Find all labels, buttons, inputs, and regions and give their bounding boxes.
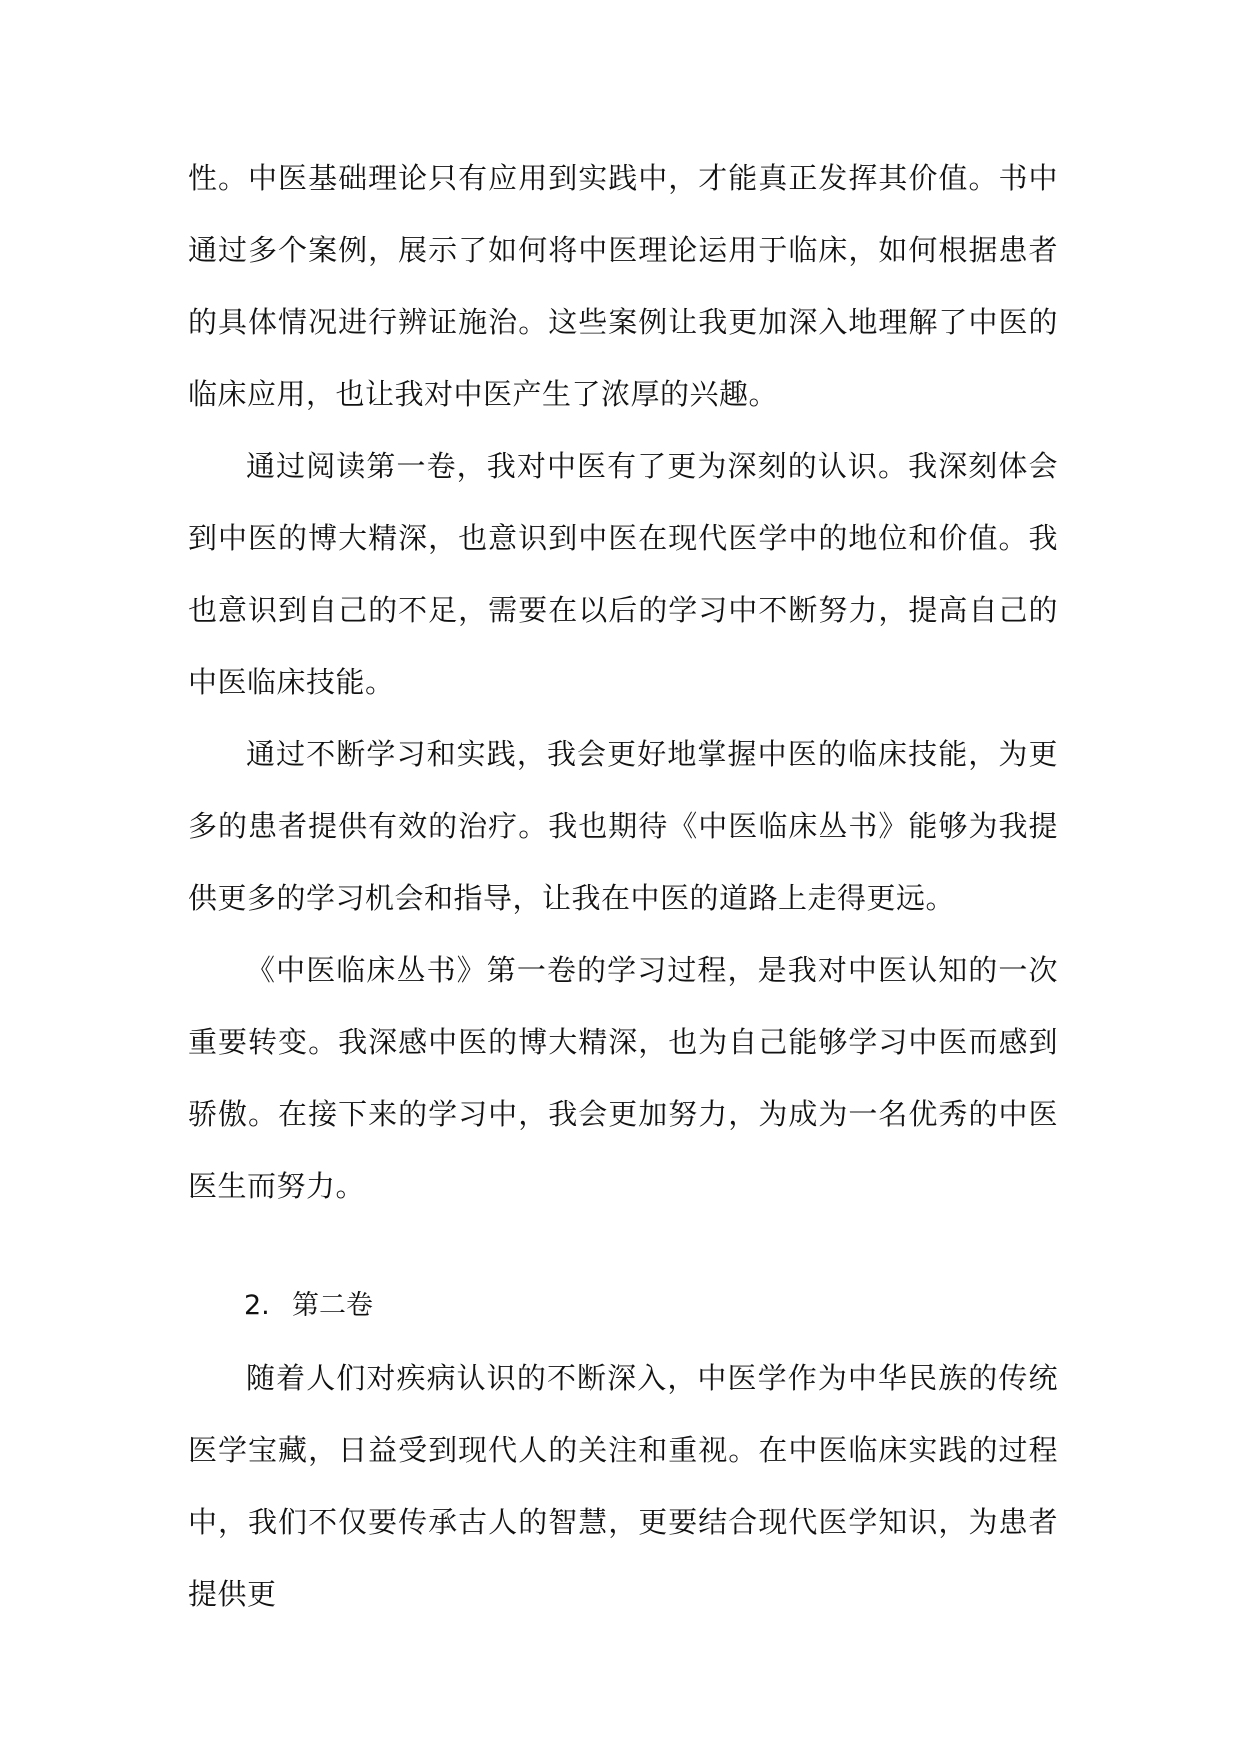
- paragraph-2: 通过阅读第一卷，我对中医有了更为深刻的认识。我深刻体会到中医的博大精深，也意识到中医在现代医学中的地位和价值。我也意识到自己的不足，需要在以后的学习中不断努力，提高自己的中医临床技能。: [188, 449, 1058, 699]
- paragraph-3: 通过不断学习和实践，我会更好地掌握中医的临床技能，为更多的患者提供有效的治疗。我也期待《中医临床丛书》能够为我提供更多的学习机会和指导，让我在中医的道路上走得更远。: [188, 737, 1058, 915]
- section-title: 第二卷: [292, 1290, 373, 1321]
- paragraph-1: 性。中医基础理论只有应用到实践中，才能真正发挥其价值。书中通过多个案例，展示了如何将中医理论运用于临床，如何根据患者的具体情况进行辨证施治。这些案例让我更加深入地理解了中医的临床应用，也让我对中医产生了浓厚的兴趣。: [188, 161, 1058, 411]
- section-heading: [188, 1270, 1058, 1342]
- paragraph-5: 随着人们对疾病认识的不断深入，中医学作为中华民族的传统医学宝藏，日益受到现代人的关注和重视。在中医临床实践的过程中，我们不仅要传承古人的智慧，更要结合现代医学知识，为患者提供更: [188, 1361, 1058, 1611]
- section-number: 2.: [244, 1290, 270, 1321]
- document-body: [188, 142, 1058, 1630]
- paragraph-4: 《中医临床丛书》第一卷的学习过程，是我对中医认知的一次重要转变。我深感中医的博大精深，也为自己能够学习中医而感到骄傲。在接下来的学习中，我会更加努力，为成为一名优秀的中医医生而努力。: [188, 953, 1058, 1203]
